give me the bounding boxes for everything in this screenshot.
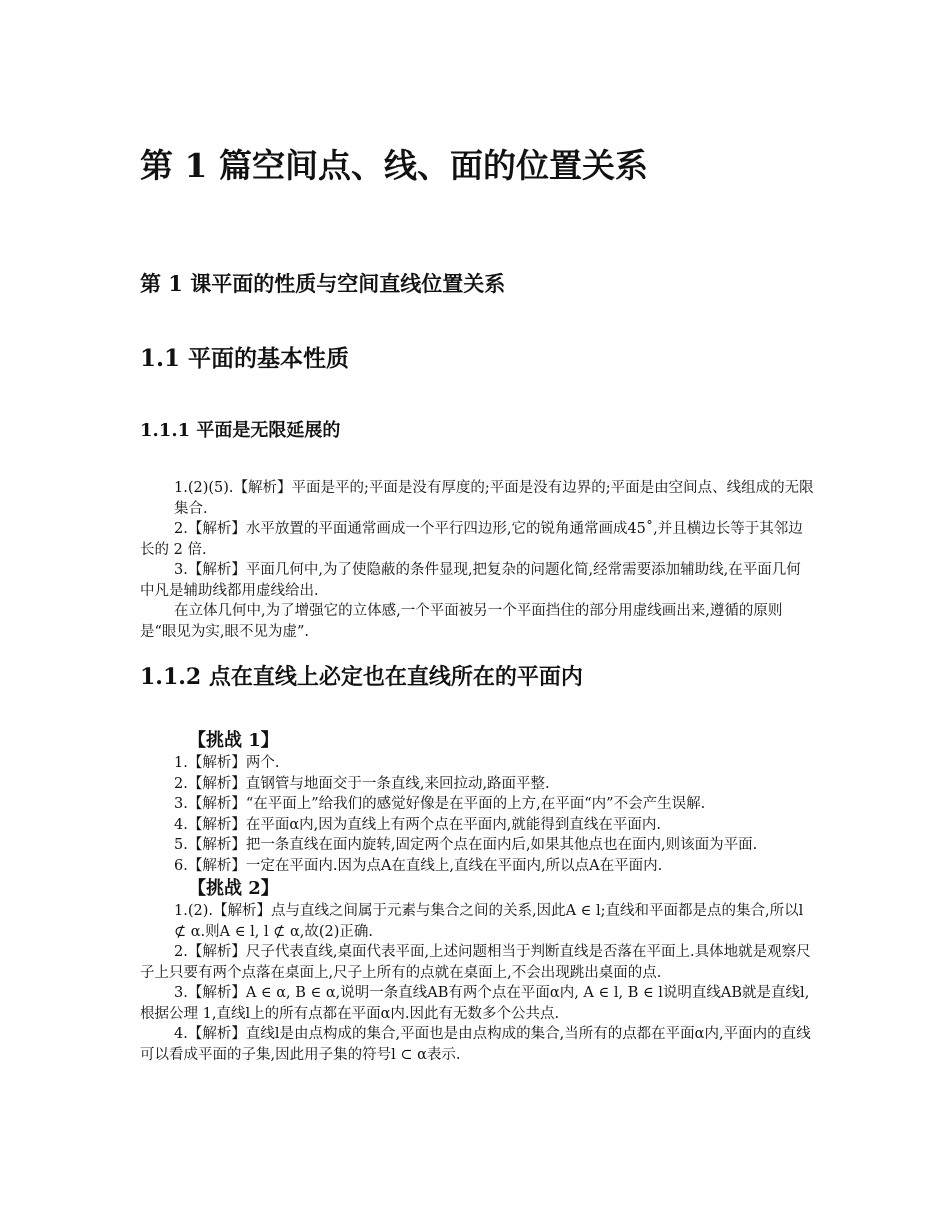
subsection-1-title: 1.1.1 平面是无限延展的 — [140, 420, 341, 441]
answer-paragraph: 1.(2)(5).【解析】平面是平的;平面是没有厚度的;平面是没有边界的;平面是由空间点、线组成的无限集合. — [174, 480, 814, 517]
subsection-1-body — [140, 478, 815, 642]
answer-paragraph: 在立体几何中,为了增强它的立体感,一个平面被另一个平面挡住的部分用虚线画出来,遵循的原则是“眼见为实,眼不见为虚”. — [140, 603, 783, 640]
challenge-2-item: 1.(2).【解析】点与直线之间属于元素与集合之间的关系,因此A ∈ l;直线和平面都是点的集合,所以l ⊄ α.则A ∈ l, l ⊄ α,故(2)正确. — [174, 903, 804, 940]
challenge-1-item: 4.【解析】在平面α内,因为直线上有两个点在平面内,就能得到直线在平面内. — [174, 816, 661, 833]
section-title: 1.1 平面的基本性质 — [140, 345, 350, 372]
challenge-2-item: 3.【解析】A ∈ α, B ∈ α,说明一条直线AB有两个点在平面α内, A ∈ l, B ∈ l说明直线AB就是直线l,根据公理 1,直线l上的所有点都在平面α内.因此有无数多个公共点. — [140, 985, 810, 1022]
subsection-2-body — [140, 728, 815, 1065]
answer-paragraph: 2.【解析】水平放置的平面通常画成一个平行四边形,它的锐角通常画成45˚,并且横边长等于其邻边长的 2 倍. — [140, 521, 803, 558]
challenge-1-item: 5.【解析】把一条直线在面内旋转,固定两个点在面内后,如果其他点也在面内,则该面为平面. — [174, 837, 758, 853]
challenge-2-item: 4.【解析】直线l是由点构成的集合,平面也是由点构成的集合,当所有的点都在平面α内,平面内的直线可以看成平面的子集,因此用子集的符号l ⊂ α表示. — [140, 1026, 811, 1063]
answer-paragraph: 3.【解析】平面几何中,为了使隐蔽的条件显现,把复杂的问题化简,经常需要添加辅助线,在平面几何中凡是辅助线都用虚线给出. — [140, 562, 801, 599]
challenge-2-item: 2.【解析】尺子代表直线,桌面代表平面,上述问题相当于判断直线是否落在平面上.具体地就是观察尺子上只要有两个点落在桌面上,尺子上所有的点就在桌面上,不会出现跳出桌面的点. — [140, 944, 811, 981]
challenge-1-item: 1.【解析】两个. — [174, 755, 280, 771]
challenge-1-item: 2.【解析】直钢管与地面交于一条直线,来回拉动,路面平整. — [174, 775, 550, 792]
part-title: 第 1 篇空间点、线、面的位置关系 — [140, 146, 648, 185]
challenge-1-item: 3.【解析】“在平面上”给我们的感觉好像是在平面的上方,在平面“内”不会产生误解. — [174, 796, 706, 812]
challenge-1-item: 6.【解析】一定在平面内.因为点A在直线上,直线在平面内,所以点A在平面内. — [174, 857, 663, 874]
lesson-title: 第 1 课平面的性质与空间直线位置关系 — [140, 271, 506, 296]
challenge-1-label: 【挑战 1】 — [188, 730, 279, 751]
subsection-2-title: 1.1.2 点在直线上必定也在直线所在的平面内 — [140, 664, 583, 690]
challenge-2-label: 【挑战 2】 — [188, 878, 279, 899]
